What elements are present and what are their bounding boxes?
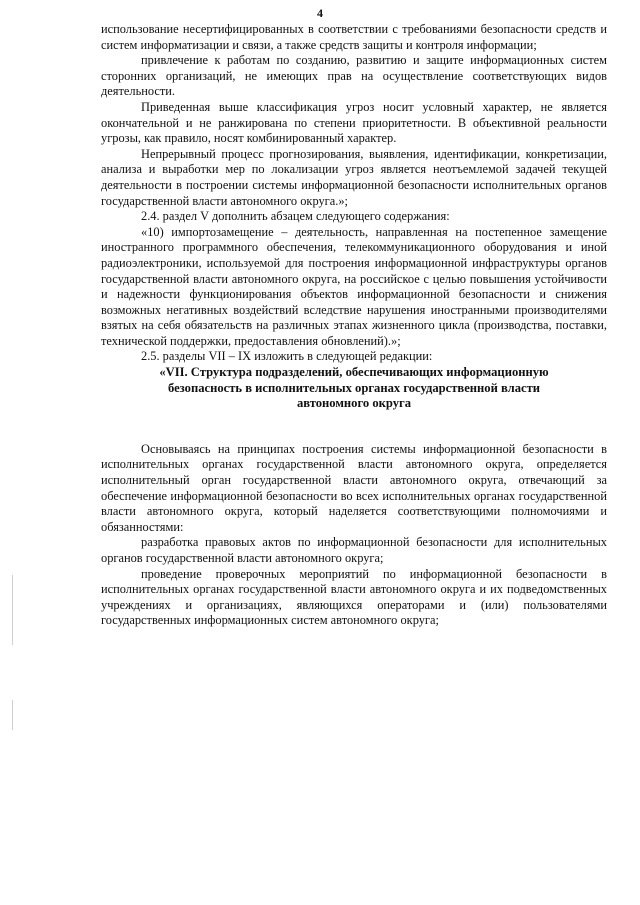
- paragraph: Основываясь на принципах построения системы информационной безопасности в исполнительных органах государственной власти автономного округа, определяется исполнительный орган государственной власти автономного округа, отвечающий за обеспечение информационной безопасности во всех исполнительных органах государственной власти автономного округа, который наделяется соответствующими полномочиями и обязанностями:: [101, 441, 607, 534]
- paragraph: разработка правовых актов по информационной безопасности для исполнительных органов государственной власти автономного округа;: [101, 535, 607, 565]
- paragraph: проведение проверочных мероприятий по информационной безопасности в исполнительных органах государственной власти автономного округа и их подведомственных учреждениях и организациях, являющихся операторами и (или) пользователями государственных информационных систем автономного округа;: [101, 566, 607, 628]
- paragraph: «10) импортозамещение – деятельность, направленная на постепенное замещение иностранного программного обеспечения, телекоммуникационного оборудования и иной радиоэлектроники, используемой для построения информационной инфраструктуры органов государственной власти автономного округа, на российское с целью повышения устойчивости и надежности функционирования объектов информационной безопасности и снижения возможных негативных воздействий вследствие нарушения иностранными производителями взятых на себя обязательств на различных этапах жизненного цикла (производства, поставки, технической поддержки, предоставления обновлений).»;: [101, 224, 607, 348]
- document-body: [101, 22, 607, 629]
- scan-edge-mark: [12, 700, 13, 730]
- paragraph: использование несертифицированных в соответствии с требованиями безопасности средств и систем информатизации и связи, а также средств защиты и контроля информации;: [101, 22, 607, 52]
- paragraph: Приведенная выше классификация угроз носит условный характер, не является окончательной и не ранжирована по степени приоритетности. В объективной реальности угрозы, как правило, носят комбинированный характер.: [101, 99, 607, 146]
- paragraph: привлечение к работам по созданию, развитию и защите информационных систем сторонних организаций, не имеющих прав на осуществление соответствующих видов деятельности.: [101, 53, 607, 99]
- section-heading-line: безопасность в исполнительных органах государственной власти: [167, 380, 541, 395]
- paragraph: 2.4. раздел V дополнить абзацем следующего содержания:: [141, 209, 450, 224]
- section-heading: [101, 365, 607, 412]
- paragraph: Непрерывный процесс прогнозирования, выявления, идентификации, конкретизации, анализа и выработки мер по локализации угроз является неотъемлемой задачей текущей деятельности в построении системы информационной безопасности исполнительных органов государственной власти автономного округа.»;: [101, 146, 607, 208]
- scan-edge-mark: [12, 575, 13, 645]
- page-number: 4: [317, 6, 323, 20]
- section-heading-line: автономного округа: [296, 396, 412, 411]
- paragraph: 2.5. разделы VII – IX изложить в следующей редакции:: [141, 349, 433, 364]
- section-heading-line: «VII. Структура подразделений, обеспечивающих информационную: [159, 365, 549, 380]
